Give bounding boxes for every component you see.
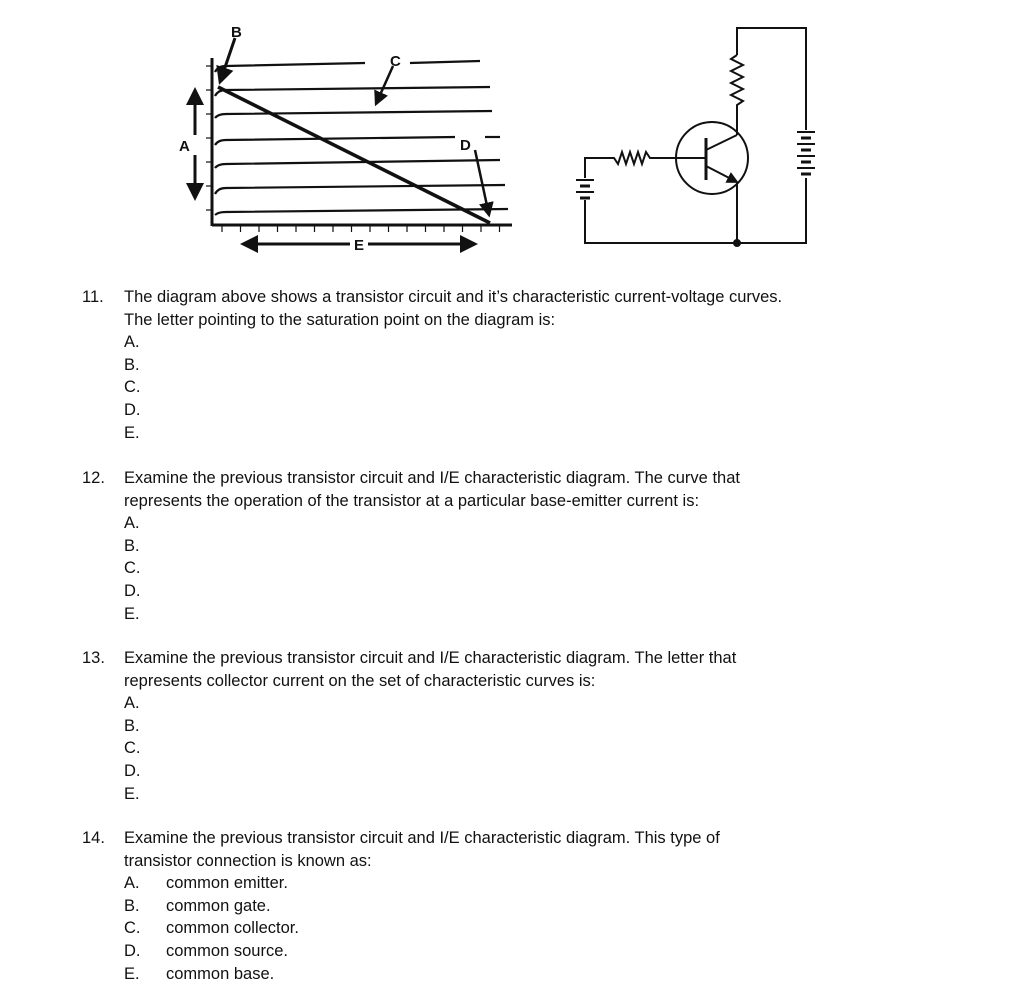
option-letter: C.	[124, 559, 141, 578]
answer-option[interactable]	[124, 737, 984, 760]
answer-option[interactable]	[124, 557, 984, 580]
option-text: common gate.	[166, 896, 271, 915]
question-number: 11.	[82, 288, 104, 306]
base-resistor	[585, 152, 676, 178]
collector-resistor	[731, 55, 743, 135]
answer-option[interactable]	[124, 715, 984, 738]
question-text: Examine the previous transistor circuit and I/E characteristic diagram. This type of	[124, 829, 720, 847]
option-letter: D.	[124, 581, 141, 600]
question-text: Examine the previous transistor circuit and I/E characteristic diagram. The letter that	[124, 649, 737, 667]
option-letter: B.	[124, 355, 140, 374]
option-letter: C.	[124, 739, 141, 758]
option-letter: D.	[124, 400, 141, 419]
answer-option[interactable]	[124, 895, 984, 918]
arrow-b	[220, 38, 235, 82]
option-letter: D.	[124, 941, 141, 960]
load-line	[218, 87, 490, 223]
answer-option[interactable]	[124, 376, 984, 399]
question-text: The letter pointing to the saturation point on the diagram is:	[124, 310, 556, 329]
option-letter: E.	[124, 604, 140, 623]
option-letter: C.	[124, 919, 141, 938]
option-letter: D.	[124, 761, 141, 780]
answer-option[interactable]	[124, 580, 984, 603]
answer-option[interactable]	[124, 535, 984, 558]
answer-option[interactable]	[124, 783, 984, 806]
collector-battery-icon	[797, 132, 815, 174]
label-c: C	[390, 53, 401, 70]
answer-option[interactable]	[124, 692, 984, 715]
answer-option[interactable]	[124, 422, 984, 445]
option-letter: E.	[124, 423, 140, 442]
option-letter: E.	[124, 784, 140, 803]
transistor-diagram	[0, 0, 1024, 270]
answer-option[interactable]	[124, 354, 984, 377]
answer-option[interactable]	[124, 399, 984, 422]
option-letter: B.	[124, 896, 140, 915]
answer-option[interactable]	[124, 603, 984, 626]
option-letter: A.	[124, 514, 140, 533]
base-battery-icon	[576, 180, 594, 198]
question-text: represents collector current on the set of characteristic curves is:	[124, 671, 596, 690]
answer-option[interactable]	[124, 331, 984, 354]
option-text: common collector.	[166, 919, 299, 938]
arrow-c	[376, 66, 393, 104]
question-text: transistor connection is known as:	[124, 851, 372, 870]
option-letter: E.	[124, 964, 140, 983]
option-text: common base.	[166, 964, 275, 983]
question-number: 13.	[82, 649, 105, 667]
option-text: common emitter.	[166, 874, 288, 893]
question-text: represents the operation of the transistor at a particular base-emitter current is:	[124, 491, 700, 510]
option-letter: A.	[124, 694, 140, 713]
answer-option[interactable]	[124, 872, 984, 895]
transistor-circuit	[576, 28, 815, 246]
option-letter: A.	[124, 874, 140, 893]
question-number: 14.	[82, 829, 105, 847]
question-text: The diagram above shows a transistor circuit and it’s characteristic current-voltage curves.	[124, 288, 783, 306]
option-text: common source.	[166, 941, 288, 960]
label-e: E	[354, 237, 365, 254]
option-letter: B.	[124, 536, 140, 555]
option-letter: C.	[124, 378, 141, 397]
answer-option[interactable]	[124, 940, 984, 963]
label-b: B	[231, 24, 242, 41]
question-text: Examine the previous transistor circuit and I/E characteristic diagram. The curve that	[124, 469, 740, 487]
answer-option[interactable]	[124, 963, 984, 986]
question-number: 12.	[82, 469, 105, 487]
option-letter: B.	[124, 716, 140, 735]
label-a: A	[179, 138, 190, 155]
answer-option[interactable]	[124, 917, 984, 940]
answer-option[interactable]	[124, 760, 984, 783]
label-d: D	[460, 137, 471, 154]
option-letter: A.	[124, 333, 140, 352]
answer-option[interactable]	[124, 512, 984, 535]
